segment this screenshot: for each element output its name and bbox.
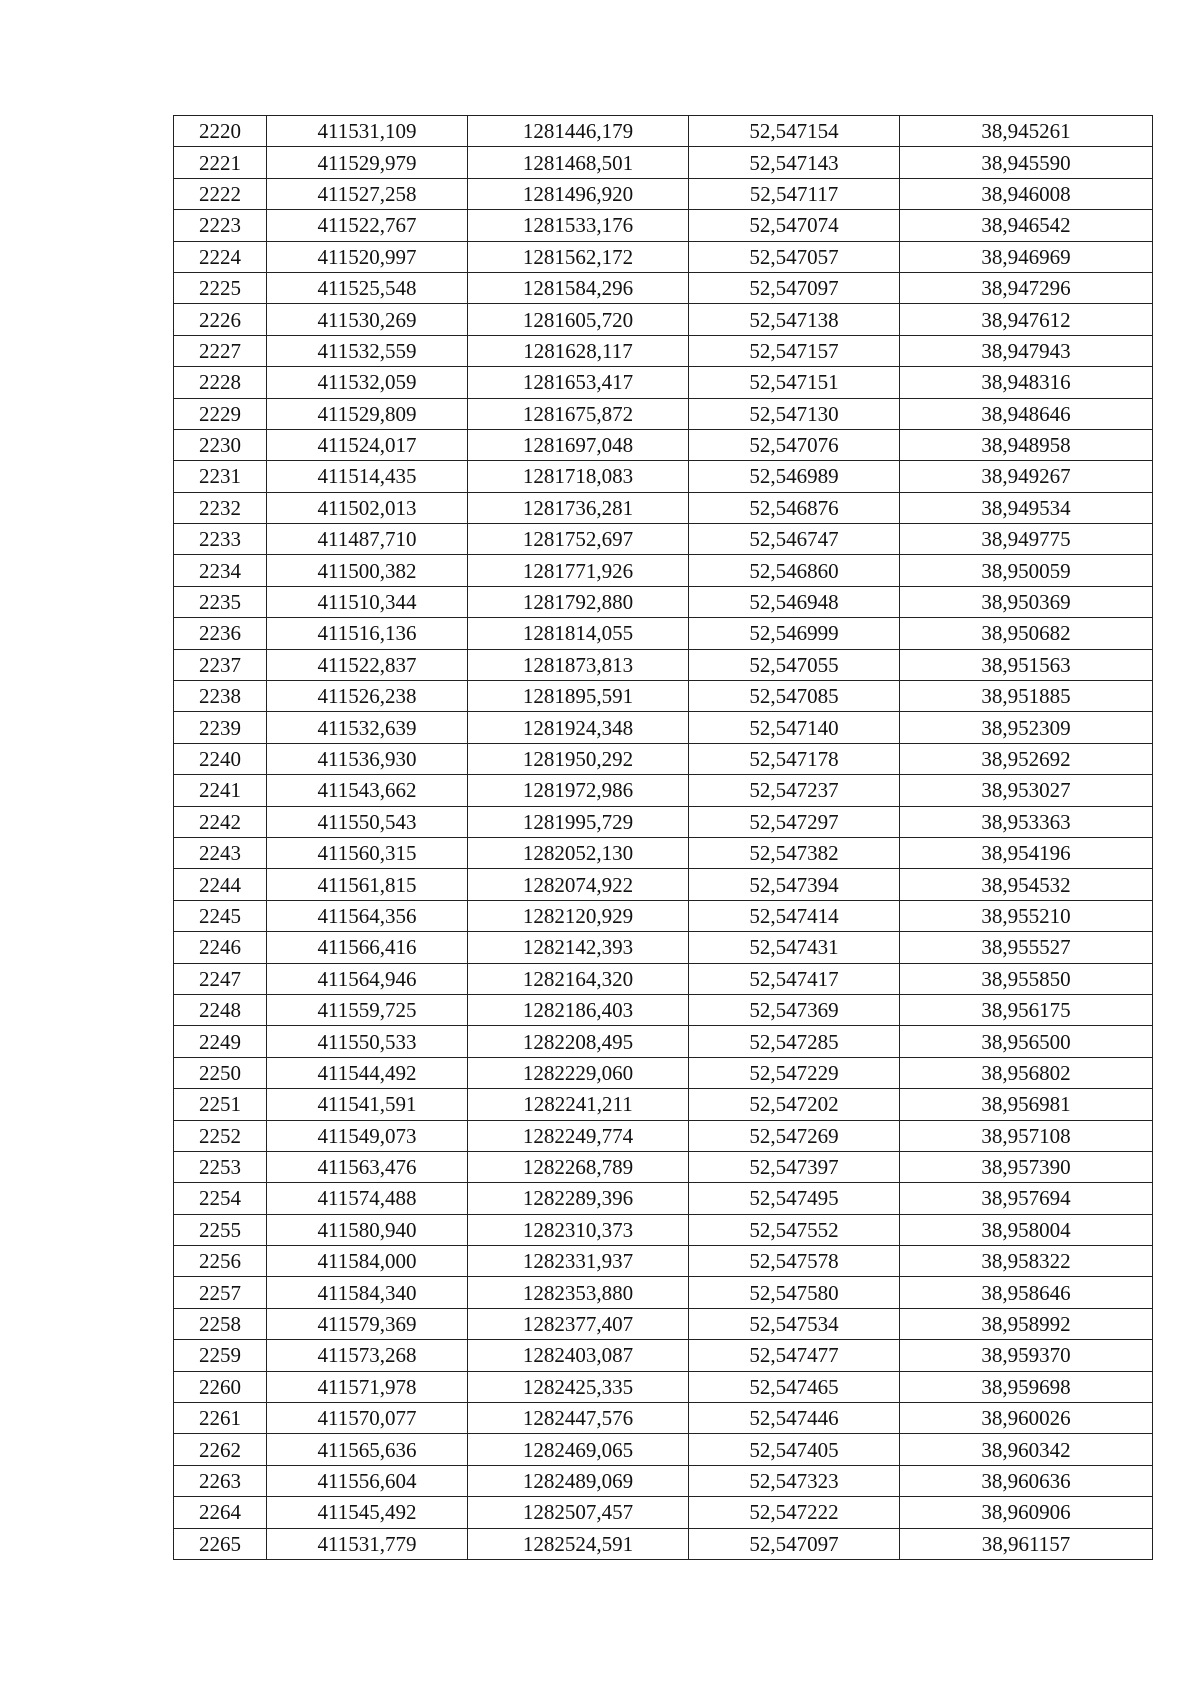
table-row [174, 304, 1153, 335]
longitude-cell: 38,958322 [900, 1246, 1153, 1277]
longitude-cell: 38,947612 [900, 304, 1153, 335]
y-coordinate-cell: 1281468,501 [468, 147, 689, 178]
x-coordinate-cell: 411502,013 [267, 492, 468, 523]
point-number-cell: 2231 [174, 461, 267, 492]
longitude-cell: 38,951885 [900, 681, 1153, 712]
latitude-cell: 52,547222 [689, 1497, 900, 1528]
point-number-cell: 2240 [174, 743, 267, 774]
longitude-cell: 38,952692 [900, 743, 1153, 774]
point-number-cell: 2254 [174, 1183, 267, 1214]
latitude-cell: 52,547580 [689, 1277, 900, 1308]
longitude-cell: 38,949267 [900, 461, 1153, 492]
longitude-cell: 38,948646 [900, 398, 1153, 429]
table-row [174, 147, 1153, 178]
y-coordinate-cell: 1281873,813 [468, 649, 689, 680]
x-coordinate-cell: 411574,488 [267, 1183, 468, 1214]
y-coordinate-cell: 1281653,417 [468, 367, 689, 398]
table-row [174, 1151, 1153, 1182]
x-coordinate-cell: 411500,382 [267, 555, 468, 586]
point-number-cell: 2242 [174, 806, 267, 837]
table-row [174, 837, 1153, 868]
latitude-cell: 52,547382 [689, 837, 900, 868]
latitude-cell: 52,546999 [689, 618, 900, 649]
x-coordinate-cell: 411559,725 [267, 994, 468, 1025]
table-row [174, 712, 1153, 743]
point-number-cell: 2234 [174, 555, 267, 586]
y-coordinate-cell: 1282310,373 [468, 1214, 689, 1245]
x-coordinate-cell: 411543,662 [267, 775, 468, 806]
longitude-cell: 38,953027 [900, 775, 1153, 806]
latitude-cell: 52,547154 [689, 116, 900, 147]
y-coordinate-cell: 1282331,937 [468, 1246, 689, 1277]
longitude-cell: 38,947296 [900, 272, 1153, 303]
table-row [174, 649, 1153, 680]
table-row [174, 775, 1153, 806]
longitude-cell: 38,955850 [900, 963, 1153, 994]
latitude-cell: 52,547397 [689, 1151, 900, 1182]
latitude-cell: 52,547297 [689, 806, 900, 837]
longitude-cell: 38,946008 [900, 178, 1153, 209]
table-row [174, 1308, 1153, 1339]
longitude-cell: 38,954532 [900, 869, 1153, 900]
point-number-cell: 2233 [174, 524, 267, 555]
y-coordinate-cell: 1282447,576 [468, 1403, 689, 1434]
latitude-cell: 52,547417 [689, 963, 900, 994]
x-coordinate-cell: 411545,492 [267, 1497, 468, 1528]
y-coordinate-cell: 1281562,172 [468, 241, 689, 272]
point-number-cell: 2258 [174, 1308, 267, 1339]
y-coordinate-cell: 1281675,872 [468, 398, 689, 429]
x-coordinate-cell: 411570,077 [267, 1403, 468, 1434]
table-row [174, 1434, 1153, 1465]
latitude-cell: 52,547495 [689, 1183, 900, 1214]
y-coordinate-cell: 1282524,591 [468, 1528, 689, 1559]
table-row [174, 1120, 1153, 1151]
latitude-cell: 52,547285 [689, 1026, 900, 1057]
point-number-cell: 2249 [174, 1026, 267, 1057]
x-coordinate-cell: 411526,238 [267, 681, 468, 712]
point-number-cell: 2222 [174, 178, 267, 209]
longitude-cell: 38,958992 [900, 1308, 1153, 1339]
y-coordinate-cell: 1281533,176 [468, 210, 689, 241]
latitude-cell: 52,547323 [689, 1465, 900, 1496]
table-row [174, 1214, 1153, 1245]
latitude-cell: 52,547237 [689, 775, 900, 806]
table-row [174, 586, 1153, 617]
point-number-cell: 2227 [174, 335, 267, 366]
latitude-cell: 52,547178 [689, 743, 900, 774]
point-number-cell: 2253 [174, 1151, 267, 1182]
y-coordinate-cell: 1282229,060 [468, 1057, 689, 1088]
table-row [174, 994, 1153, 1025]
x-coordinate-cell: 411584,000 [267, 1246, 468, 1277]
longitude-cell: 38,959370 [900, 1340, 1153, 1371]
y-coordinate-cell: 1281736,281 [468, 492, 689, 523]
y-coordinate-cell: 1281697,048 [468, 429, 689, 460]
latitude-cell: 52,547085 [689, 681, 900, 712]
latitude-cell: 52,547151 [689, 367, 900, 398]
point-number-cell: 2259 [174, 1340, 267, 1371]
point-number-cell: 2225 [174, 272, 267, 303]
x-coordinate-cell: 411516,136 [267, 618, 468, 649]
table-row [174, 932, 1153, 963]
y-coordinate-cell: 1282353,880 [468, 1277, 689, 1308]
point-number-cell: 2251 [174, 1089, 267, 1120]
x-coordinate-cell: 411522,837 [267, 649, 468, 680]
latitude-cell: 52,547057 [689, 241, 900, 272]
x-coordinate-cell: 411529,809 [267, 398, 468, 429]
coordinates-table [173, 115, 1153, 1560]
x-coordinate-cell: 411550,543 [267, 806, 468, 837]
point-number-cell: 2235 [174, 586, 267, 617]
latitude-cell: 52,546876 [689, 492, 900, 523]
table-row [174, 492, 1153, 523]
point-number-cell: 2230 [174, 429, 267, 460]
longitude-cell: 38,956500 [900, 1026, 1153, 1057]
x-coordinate-cell: 411564,356 [267, 900, 468, 931]
x-coordinate-cell: 411536,930 [267, 743, 468, 774]
y-coordinate-cell: 1282074,922 [468, 869, 689, 900]
table-row [174, 963, 1153, 994]
y-coordinate-cell: 1282489,069 [468, 1465, 689, 1496]
latitude-cell: 52,547369 [689, 994, 900, 1025]
latitude-cell: 52,547446 [689, 1403, 900, 1434]
x-coordinate-cell: 411584,340 [267, 1277, 468, 1308]
x-coordinate-cell: 411531,779 [267, 1528, 468, 1559]
point-number-cell: 2245 [174, 900, 267, 931]
table-row [174, 461, 1153, 492]
table-row [174, 210, 1153, 241]
longitude-cell: 38,954196 [900, 837, 1153, 868]
longitude-cell: 38,950059 [900, 555, 1153, 586]
x-coordinate-cell: 411510,344 [267, 586, 468, 617]
latitude-cell: 52,547138 [689, 304, 900, 335]
x-coordinate-cell: 411564,946 [267, 963, 468, 994]
latitude-cell: 52,547414 [689, 900, 900, 931]
x-coordinate-cell: 411524,017 [267, 429, 468, 460]
longitude-cell: 38,960342 [900, 1434, 1153, 1465]
x-coordinate-cell: 411532,559 [267, 335, 468, 366]
point-number-cell: 2264 [174, 1497, 267, 1528]
longitude-cell: 38,960906 [900, 1497, 1153, 1528]
point-number-cell: 2226 [174, 304, 267, 335]
x-coordinate-cell: 411566,416 [267, 932, 468, 963]
y-coordinate-cell: 1282249,774 [468, 1120, 689, 1151]
x-coordinate-cell: 411550,533 [267, 1026, 468, 1057]
x-coordinate-cell: 411556,604 [267, 1465, 468, 1496]
latitude-cell: 52,547117 [689, 178, 900, 209]
longitude-cell: 38,957108 [900, 1120, 1153, 1151]
longitude-cell: 38,960026 [900, 1403, 1153, 1434]
table-row [174, 241, 1153, 272]
x-coordinate-cell: 411560,315 [267, 837, 468, 868]
y-coordinate-cell: 1281950,292 [468, 743, 689, 774]
table-row [174, 869, 1153, 900]
longitude-cell: 38,948958 [900, 429, 1153, 460]
longitude-cell: 38,945261 [900, 116, 1153, 147]
table-row [174, 1026, 1153, 1057]
longitude-cell: 38,950369 [900, 586, 1153, 617]
longitude-cell: 38,955527 [900, 932, 1153, 963]
y-coordinate-cell: 1282164,320 [468, 963, 689, 994]
longitude-cell: 38,957390 [900, 1151, 1153, 1182]
x-coordinate-cell: 411522,767 [267, 210, 468, 241]
latitude-cell: 52,547097 [689, 272, 900, 303]
latitude-cell: 52,547130 [689, 398, 900, 429]
latitude-cell: 52,546948 [689, 586, 900, 617]
x-coordinate-cell: 411561,815 [267, 869, 468, 900]
latitude-cell: 52,547477 [689, 1340, 900, 1371]
y-coordinate-cell: 1282241,211 [468, 1089, 689, 1120]
point-number-cell: 2224 [174, 241, 267, 272]
longitude-cell: 38,950682 [900, 618, 1153, 649]
x-coordinate-cell: 411487,710 [267, 524, 468, 555]
point-number-cell: 2239 [174, 712, 267, 743]
table-row [174, 900, 1153, 931]
x-coordinate-cell: 411549,073 [267, 1120, 468, 1151]
y-coordinate-cell: 1281995,729 [468, 806, 689, 837]
x-coordinate-cell: 411532,059 [267, 367, 468, 398]
table-row [174, 681, 1153, 712]
longitude-cell: 38,949534 [900, 492, 1153, 523]
table-row [174, 116, 1153, 147]
latitude-cell: 52,547578 [689, 1246, 900, 1277]
longitude-cell: 38,953363 [900, 806, 1153, 837]
x-coordinate-cell: 411563,476 [267, 1151, 468, 1182]
y-coordinate-cell: 1282208,495 [468, 1026, 689, 1057]
table-row [174, 1246, 1153, 1277]
longitude-cell: 38,946542 [900, 210, 1153, 241]
table-row [174, 1403, 1153, 1434]
point-number-cell: 2237 [174, 649, 267, 680]
y-coordinate-cell: 1281446,179 [468, 116, 689, 147]
table-row [174, 1497, 1153, 1528]
y-coordinate-cell: 1281605,720 [468, 304, 689, 335]
latitude-cell: 52,547097 [689, 1528, 900, 1559]
longitude-cell: 38,960636 [900, 1465, 1153, 1496]
x-coordinate-cell: 411531,109 [267, 116, 468, 147]
longitude-cell: 38,946969 [900, 241, 1153, 272]
longitude-cell: 38,956981 [900, 1089, 1153, 1120]
point-number-cell: 2223 [174, 210, 267, 241]
y-coordinate-cell: 1281628,117 [468, 335, 689, 366]
table-row [174, 1277, 1153, 1308]
x-coordinate-cell: 411532,639 [267, 712, 468, 743]
point-number-cell: 2232 [174, 492, 267, 523]
y-coordinate-cell: 1281718,083 [468, 461, 689, 492]
longitude-cell: 38,949775 [900, 524, 1153, 555]
latitude-cell: 52,547394 [689, 869, 900, 900]
y-coordinate-cell: 1281496,920 [468, 178, 689, 209]
y-coordinate-cell: 1281771,926 [468, 555, 689, 586]
table-row [174, 1340, 1153, 1371]
point-number-cell: 2236 [174, 618, 267, 649]
x-coordinate-cell: 411571,978 [267, 1371, 468, 1402]
point-number-cell: 2244 [174, 869, 267, 900]
point-number-cell: 2260 [174, 1371, 267, 1402]
longitude-cell: 38,956175 [900, 994, 1153, 1025]
point-number-cell: 2221 [174, 147, 267, 178]
y-coordinate-cell: 1282289,396 [468, 1183, 689, 1214]
latitude-cell: 52,547534 [689, 1308, 900, 1339]
longitude-cell: 38,955210 [900, 900, 1153, 931]
table-row [174, 618, 1153, 649]
y-coordinate-cell: 1282268,789 [468, 1151, 689, 1182]
x-coordinate-cell: 411525,548 [267, 272, 468, 303]
table-row [174, 1089, 1153, 1120]
point-number-cell: 2263 [174, 1465, 267, 1496]
point-number-cell: 2228 [174, 367, 267, 398]
point-number-cell: 2261 [174, 1403, 267, 1434]
x-coordinate-cell: 411529,979 [267, 147, 468, 178]
y-coordinate-cell: 1281972,986 [468, 775, 689, 806]
y-coordinate-cell: 1282425,335 [468, 1371, 689, 1402]
table-row [174, 335, 1153, 366]
table-row [174, 1528, 1153, 1559]
table-row [174, 272, 1153, 303]
point-number-cell: 2250 [174, 1057, 267, 1088]
latitude-cell: 52,547269 [689, 1120, 900, 1151]
y-coordinate-cell: 1281752,697 [468, 524, 689, 555]
longitude-cell: 38,958004 [900, 1214, 1153, 1245]
x-coordinate-cell: 411565,636 [267, 1434, 468, 1465]
latitude-cell: 52,547074 [689, 210, 900, 241]
longitude-cell: 38,952309 [900, 712, 1153, 743]
coordinates-table-body [174, 116, 1153, 1560]
point-number-cell: 2229 [174, 398, 267, 429]
point-number-cell: 2256 [174, 1246, 267, 1277]
y-coordinate-cell: 1281924,348 [468, 712, 689, 743]
latitude-cell: 52,547552 [689, 1214, 900, 1245]
y-coordinate-cell: 1281792,880 [468, 586, 689, 617]
table-row [174, 398, 1153, 429]
point-number-cell: 2252 [174, 1120, 267, 1151]
table-row [174, 1057, 1153, 1088]
point-number-cell: 2243 [174, 837, 267, 868]
x-coordinate-cell: 411544,492 [267, 1057, 468, 1088]
latitude-cell: 52,547055 [689, 649, 900, 680]
table-row [174, 367, 1153, 398]
latitude-cell: 52,547076 [689, 429, 900, 460]
y-coordinate-cell: 1281814,055 [468, 618, 689, 649]
x-coordinate-cell: 411573,268 [267, 1340, 468, 1371]
point-number-cell: 2265 [174, 1528, 267, 1559]
longitude-cell: 38,948316 [900, 367, 1153, 398]
longitude-cell: 38,945590 [900, 147, 1153, 178]
x-coordinate-cell: 411530,269 [267, 304, 468, 335]
latitude-cell: 52,547157 [689, 335, 900, 366]
y-coordinate-cell: 1282469,065 [468, 1434, 689, 1465]
latitude-cell: 52,546747 [689, 524, 900, 555]
point-number-cell: 2262 [174, 1434, 267, 1465]
y-coordinate-cell: 1281895,591 [468, 681, 689, 712]
latitude-cell: 52,546860 [689, 555, 900, 586]
latitude-cell: 52,547229 [689, 1057, 900, 1088]
x-coordinate-cell: 411541,591 [267, 1089, 468, 1120]
point-number-cell: 2247 [174, 963, 267, 994]
y-coordinate-cell: 1281584,296 [468, 272, 689, 303]
table-row [174, 1465, 1153, 1496]
table-row [174, 1371, 1153, 1402]
latitude-cell: 52,547140 [689, 712, 900, 743]
x-coordinate-cell: 411579,369 [267, 1308, 468, 1339]
table-row [174, 524, 1153, 555]
y-coordinate-cell: 1282377,407 [468, 1308, 689, 1339]
longitude-cell: 38,947943 [900, 335, 1153, 366]
x-coordinate-cell: 411520,997 [267, 241, 468, 272]
longitude-cell: 38,959698 [900, 1371, 1153, 1402]
y-coordinate-cell: 1282186,403 [468, 994, 689, 1025]
longitude-cell: 38,957694 [900, 1183, 1153, 1214]
y-coordinate-cell: 1282052,130 [468, 837, 689, 868]
longitude-cell: 38,956802 [900, 1057, 1153, 1088]
latitude-cell: 52,547143 [689, 147, 900, 178]
point-number-cell: 2255 [174, 1214, 267, 1245]
table-row [174, 743, 1153, 774]
point-number-cell: 2257 [174, 1277, 267, 1308]
latitude-cell: 52,546989 [689, 461, 900, 492]
table-row [174, 178, 1153, 209]
x-coordinate-cell: 411514,435 [267, 461, 468, 492]
table-row [174, 555, 1153, 586]
point-number-cell: 2241 [174, 775, 267, 806]
table-row [174, 429, 1153, 460]
latitude-cell: 52,547465 [689, 1371, 900, 1402]
x-coordinate-cell: 411580,940 [267, 1214, 468, 1245]
y-coordinate-cell: 1282142,393 [468, 932, 689, 963]
table-row [174, 1183, 1153, 1214]
table-row [174, 806, 1153, 837]
point-number-cell: 2248 [174, 994, 267, 1025]
x-coordinate-cell: 411527,258 [267, 178, 468, 209]
longitude-cell: 38,961157 [900, 1528, 1153, 1559]
point-number-cell: 2246 [174, 932, 267, 963]
point-number-cell: 2238 [174, 681, 267, 712]
latitude-cell: 52,547431 [689, 932, 900, 963]
latitude-cell: 52,547405 [689, 1434, 900, 1465]
y-coordinate-cell: 1282507,457 [468, 1497, 689, 1528]
longitude-cell: 38,958646 [900, 1277, 1153, 1308]
y-coordinate-cell: 1282403,087 [468, 1340, 689, 1371]
point-number-cell: 2220 [174, 116, 267, 147]
y-coordinate-cell: 1282120,929 [468, 900, 689, 931]
longitude-cell: 38,951563 [900, 649, 1153, 680]
latitude-cell: 52,547202 [689, 1089, 900, 1120]
